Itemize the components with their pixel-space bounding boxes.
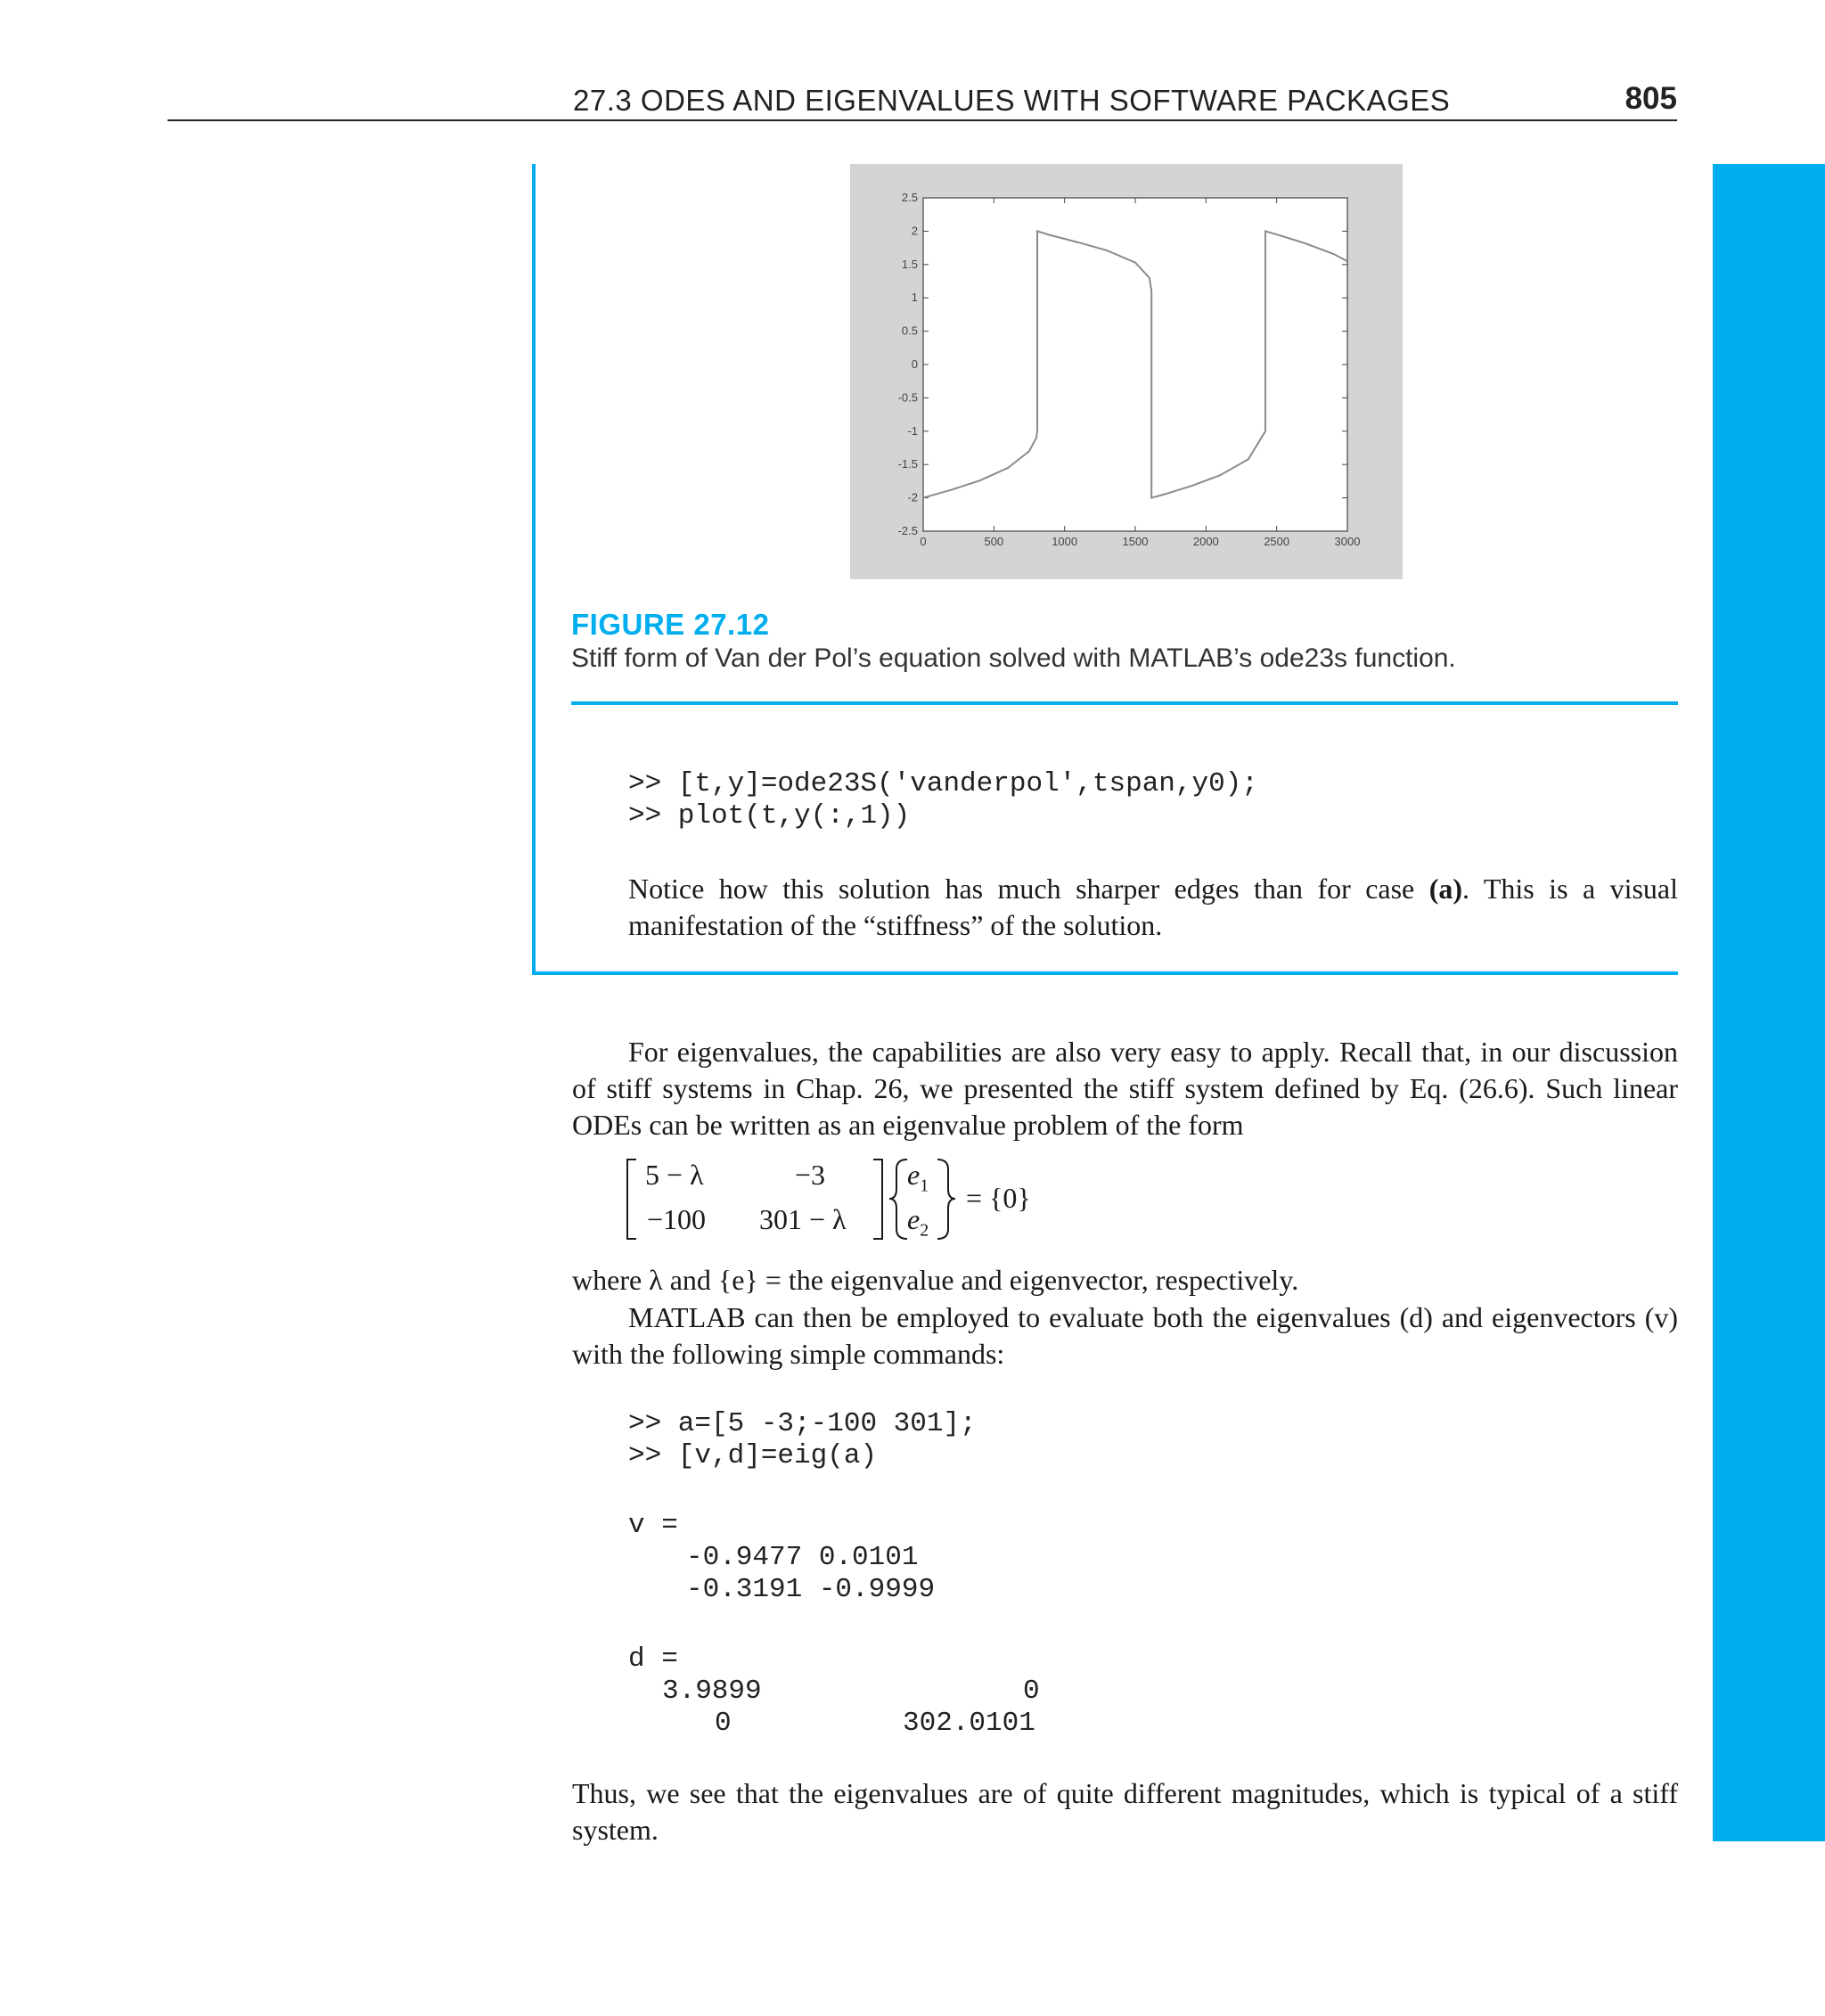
- example-box-left-rule: [532, 164, 536, 975]
- section-title: 27.3 ODES AND EIGENVALUES WITH SOFTWARE PACKAGES: [573, 84, 1451, 117]
- vector-subscript: 2: [920, 1220, 929, 1241]
- y-tick-label: -0.5: [897, 390, 918, 405]
- code-line: >> a=[5 -3;-100 301];: [628, 1408, 977, 1439]
- plot-area: [923, 198, 1347, 531]
- matrix-entry: −3: [795, 1159, 826, 1191]
- matrix-entry: 5 − λ: [645, 1159, 704, 1191]
- vector-entry: [907, 1159, 929, 1196]
- van-der-pol-chart: [850, 164, 1403, 579]
- page-number: 805: [1624, 81, 1677, 116]
- paragraph: MATLAB can then be employed to evaluate both the eigenvalues (d) and eigenvectors (v) with the following simple commands:: [572, 1301, 1678, 1370]
- code-output-row: -0.3191 -0.9999: [686, 1574, 936, 1605]
- x-tick-label: 1500: [1122, 535, 1149, 548]
- y-tick-label: 1.5: [901, 257, 918, 271]
- x-tick-label: 1000: [1052, 535, 1078, 548]
- figure-plot: [850, 164, 1403, 579]
- x-tick-label: 2000: [1192, 535, 1219, 548]
- y-tick-label: 2.5: [901, 191, 918, 204]
- matrix-entry: −100: [647, 1203, 707, 1235]
- caption-rule: [571, 701, 1678, 705]
- y-tick-label: 2: [911, 224, 918, 238]
- chapter-side-tab: [1713, 164, 1825, 1841]
- y-tick-label: -1: [907, 423, 918, 438]
- equation-rhs: = {0}: [966, 1182, 1031, 1214]
- y-tick-label: -2.5: [897, 524, 918, 537]
- vector-subscript: 1: [920, 1176, 929, 1196]
- figure-label: FIGURE 27.12: [571, 608, 770, 641]
- vector-entry: [907, 1203, 929, 1241]
- y-tick-label: -2: [907, 490, 918, 504]
- x-tick-label: 500: [984, 535, 1004, 548]
- code-output-cell: 302.0101: [903, 1708, 1035, 1739]
- code-line: >> plot(t,y(:,1)): [628, 800, 911, 832]
- code-output-row: -0.9477 0.0101: [686, 1542, 919, 1573]
- paragraph-text: Notice how this solution has much sharper edges than for case: [628, 873, 1429, 905]
- x-tick-label: 2500: [1264, 535, 1290, 548]
- paragraph-text: . This is a visual manifestation of the “stiffness” of the solution.: [628, 873, 1679, 941]
- y-tick-label: 1: [911, 291, 918, 305]
- paragraph: Thus, we see that the eigenvalues are of quite different magnitudes, which is typical of a stiff system.: [572, 1777, 1678, 1846]
- y-tick-label: 0.5: [901, 324, 918, 338]
- code-line: >> [t,y]=ode23S('vanderpol',tspan,y0);: [628, 768, 1258, 799]
- code-output-cell: 3.9899: [662, 1676, 762, 1707]
- y-tick-label: -1.5: [897, 457, 918, 471]
- code-output-label: d =: [628, 1643, 678, 1675]
- paragraph: where λ and {e} = the eigenvalue and eigenvector, respectively.: [572, 1264, 1299, 1296]
- case-reference: (a): [1428, 873, 1463, 905]
- code-output-cell: 0: [715, 1708, 732, 1739]
- eigenvalue-equation: [624, 1157, 1087, 1246]
- figure-caption: Stiff form of Van der Pol’s equation solved with MATLAB’s ode23s function.: [571, 643, 1456, 673]
- paragraph: [628, 871, 1678, 944]
- y-tick-label: 0: [911, 357, 918, 371]
- code-output-cell: 0: [1023, 1676, 1040, 1707]
- paragraph: For eigenvalues, the capabilities are also very easy to apply. Recall that, in our discussion of stiff systems in Chap. 26, we presented the stiff system defined by Eq. (26.6). Such linear ODEs can be written as an eigenvalue problem of the form: [572, 1036, 1678, 1141]
- x-tick-label: 0: [920, 535, 927, 548]
- example-box-bottom-rule: [532, 971, 1678, 975]
- x-tick-label: 3000: [1334, 535, 1361, 548]
- vector-symbol: e: [907, 1159, 921, 1191]
- running-head: [168, 78, 1677, 121]
- code-line: >> [v,d]=eig(a): [628, 1440, 878, 1471]
- matrix-entry: 301 − λ: [759, 1203, 847, 1235]
- code-output-label: v =: [628, 1510, 678, 1541]
- vector-symbol: e: [907, 1203, 921, 1235]
